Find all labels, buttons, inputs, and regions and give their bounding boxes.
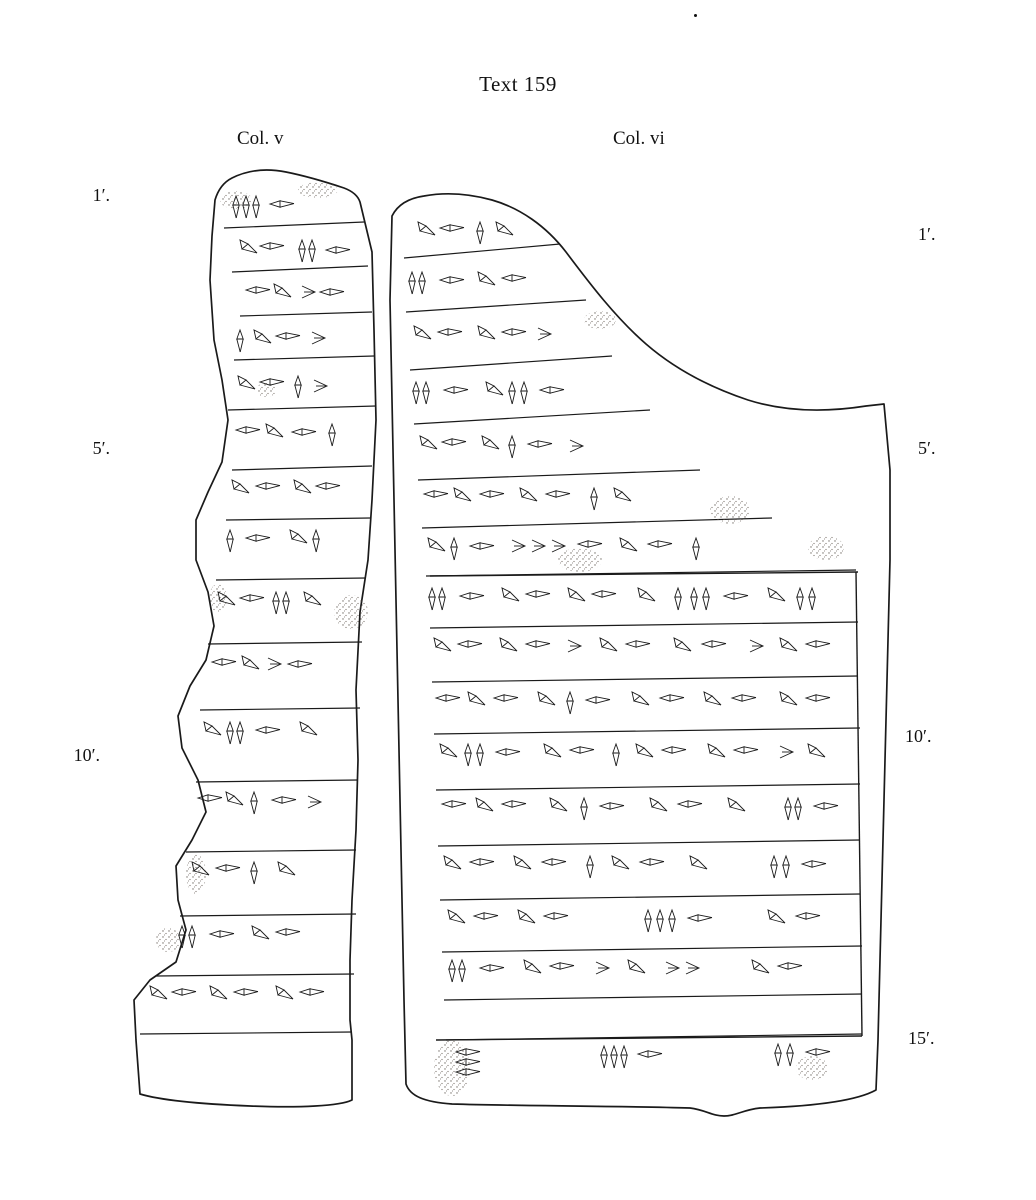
- ruling-lines-col-v: [140, 222, 376, 1034]
- tablet-fragment-left-outline: [134, 170, 376, 1107]
- damage-stipple-col-vi: [434, 311, 844, 1096]
- column-label-col-v: Col. v: [237, 128, 284, 149]
- line-number-left-1: 1′.: [92, 185, 110, 205]
- line-number-right-10: 10′.: [905, 726, 932, 746]
- line-number-left-5: 5′.: [92, 438, 110, 458]
- tablet-fragment-right-outline: [390, 194, 890, 1116]
- line-number-right-15: 15′.: [908, 1028, 935, 1048]
- page-title: Text 159: [479, 72, 557, 96]
- line-number-right-5: 5′.: [918, 438, 936, 458]
- damage-stipple-col-v: [156, 182, 368, 952]
- line-number-left-10: 10′.: [73, 745, 100, 765]
- cuneiform-signs-col-v: [150, 196, 350, 999]
- column-label-col-vi: Col. vi: [613, 128, 665, 149]
- line-number-right-1: 1′.: [918, 224, 936, 244]
